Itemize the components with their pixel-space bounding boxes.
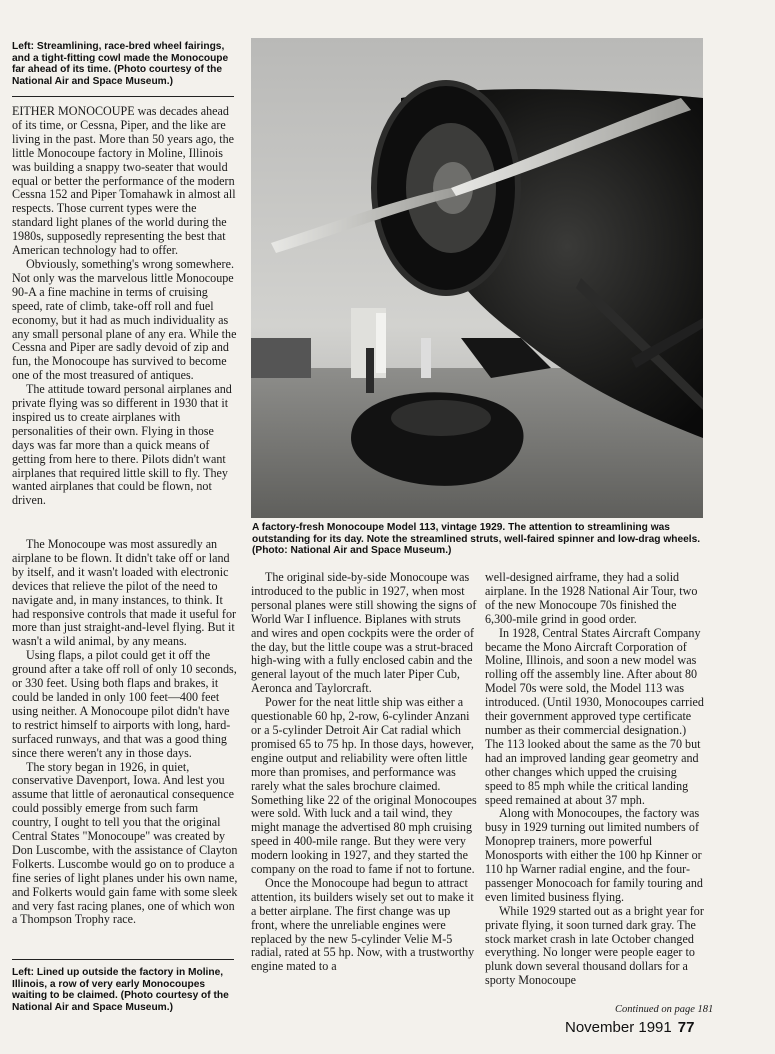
caption-divider-bottom	[12, 959, 234, 960]
airplane-photo	[251, 38, 703, 518]
monocoupe-illustration	[251, 38, 703, 518]
paragraph: Along with Monocoupes, the factory was busy in 1929 turning out limited numbers of Monoprep trainers, more powerful Monosports with either the 100 hp Kinner or 110 hp Warner radial engine, and the four-passenger Monocoach for family touring and even limited business flying.	[485, 806, 703, 904]
paragraph: While 1929 started out as a bright year for private flying, it soon turned dark gray. The stock market crash in late October changed everything. No longer were people eager to plunk down several thousand dollars for a sporty Monocoupe	[485, 903, 704, 988]
paragraph: Power for the neat little ship was either a questionable 60 hp, 2-row, 6-cylinder Anzani or a 5-cylinder Detroit Air Cat radial which promised 65 to 75 hp. In those days, however, engine output and reliability were often little more than promises, and performance was rarely what the sales brochure claimed. Something like 22 of the original Monocoupes were sold. With luck and a tail wind, they might manage the advertised 80 mph cruising speed in 400-mile range. But they were very modern looking in 1927, and they started the company on the road to fame if not to fortune.	[251, 695, 477, 877]
top-left-photo-caption: Left: Streamlining, race-bred wheel fairings, and a tight-fitting cowl made the Monocoupe far ahead of its time. (Photo courtesy of the National Air and Space Museum.)	[12, 41, 229, 87]
article-column-3	[485, 571, 707, 988]
caption-divider-top	[12, 96, 234, 97]
paragraph: In 1928, Central States Aircraft Company became the Mono Aircraft Corporation of Moline, Illinois, and soon a new model was rolling off the assembly line. After about 80 Model 70s were sold, the Model 113 was introduced. (Until 1930, Monocoupes carried their government approved type certificate number as their commercial designation.) The 113 looked about the same as the 70 but had an improved landing gear geometry and other changes which upped the cruising speed to 85 mph while the critical landing speed remained at about 37 mph.	[485, 625, 704, 807]
page-number: 77	[677, 1019, 695, 1036]
issue-date: November 1991	[565, 1019, 672, 1036]
continued-note: Continued on page 181	[615, 1004, 714, 1015]
article-column-1	[12, 105, 238, 508]
lead-paragraph: EITHER MONOCOUPE was decades ahead of its time, or Cessna, Piper, and the like are living in the past. More than 50 years ago, the little Monocoupe factory in Moline, Illinois was building a snappy two-seater that would equal or better the performance of the modern Cessna 152 and Piper Tomahawk in almost all respects. Those current types were the standard light planes of the world during the 1980s, supposedly representing the best that American technology had to offer.	[12, 104, 236, 258]
paragraph: Using flaps, a pilot could get it off the ground after a take off roll of only 10 seconds, or 330 feet. Using both flaps and brakes, it could be landed in only 100 feet—400 feet using neither. A Monocoupe pilot didn't have to restrict himself to airports with long, hard-surfaced runways, and that was a good thing since there weren't any in those days.	[12, 648, 237, 760]
paragraph: The original side-by-side Monocoupe was introduced to the public in 1927, when most personal planes were still showing the signs of World War I influence. Biplanes with struts and wires and open cockpits were the order of the day, but the little coupe was a strut-braced high-wing with a fully enclosed cabin and the general layout of the much later Piper Cub, Aeronca and Taylorcraft.	[251, 570, 477, 696]
article-column-2	[251, 571, 477, 974]
main-photo-caption: A factory-fresh Monocoupe Model 113, vintage 1929. The attention to streamlining was outstanding for its day. Note the streamlined struts, well-faired spinner and low-drag wheels. (Photo: National Air and Space Museum.)	[252, 522, 701, 557]
paragraph: Once the Monocoupe had begun to attract attention, its builders wisely set out to make it a better airplane. The first change was up front, where the unreliable engines were replaced by the new 5-cylinder Velie M-5 radial, rated at 55 hp. Now, with a trustworthy engine mated to a	[251, 875, 475, 974]
paragraph: The Monocoupe was most assuredly an airplane to be flown. It didn't take off or land by itself, and it wasn't loaded with electronic devices that relieve the pilot of the need to navigate and, in many instances, to think. It had responsive controls that made it useful for more than just straight-and-level flying. But it wasn't a wild animal, by any means.	[12, 537, 237, 649]
paragraph: The story began in 1926, in quiet, conservative Davenport, Iowa. And lest you assume that little of aeronautical consequence could possibly emerge from such farm country, I ought to tell you that the original Central States "Monocoupe" was created by Don Luscombe, with the assistance of Clayton Folkerts. Luscombe would go on to produce a fine series of light planes under his own name, and Folkerts would gain fame with some sleek and very fast racing planes, one of which won a Thompson Trophy race.	[12, 759, 238, 927]
article-column-1-lower	[12, 538, 238, 927]
paragraph: The attitude toward personal airplanes and private flying was so different in 1930 that it inspired us to create airplanes with personalities of their own. Flying in those days was far more than a quick means of getting from here to there. Pilots didn't want airplanes that required little skill to fly. They wanted airplanes that could be flown, not driven.	[12, 382, 232, 508]
paragraph: Obviously, something's wrong somewhere. Not only was the marvelous little Monocoupe 90-A a fine machine in terms of cruising speed, rate of climb, take-off roll and fuel economy, but it had as much individuality as any small personal plane of any era. While the Cessna and Piper are sadly devoid of zip and fun, the Monocoupe has survived to become one of the most treasured of antiques.	[12, 256, 237, 383]
paragraph: well-designed airframe, they had a solid airplane. In the 1928 National Air Tour, two of the new Monocoupe 70s finished the 6,300-mile grind in good order.	[485, 570, 698, 626]
page-footer	[565, 1019, 694, 1036]
bottom-left-photo-caption: Left: Lined up outside the factory in Moline, Illinois, a row of very early Monocoupes waiting to be claimed. (Photo courtesy of the National Air and Space Museum.)	[12, 967, 229, 1013]
